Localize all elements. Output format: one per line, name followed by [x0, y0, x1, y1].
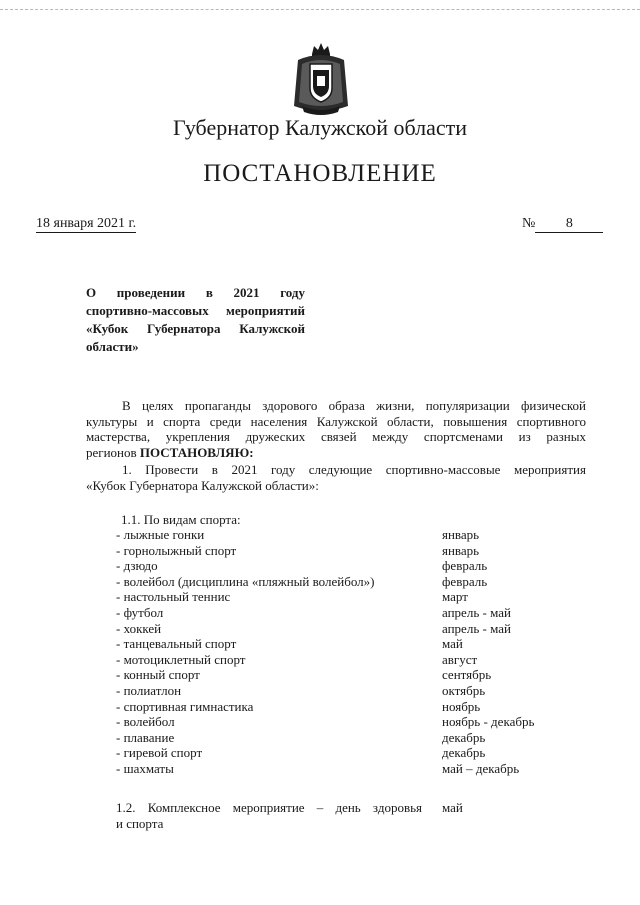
complex-event — [116, 800, 576, 832]
sports-list — [116, 527, 576, 777]
complex-event-name-cont: и спорта — [116, 816, 164, 831]
sport-name: - шахматы — [116, 760, 174, 776]
complex-event-name: 1.2. Комплексное мероприятие – день здоровья — [116, 800, 422, 815]
coat-of-arms-icon — [290, 40, 352, 118]
sport-name: - плавание — [116, 729, 175, 745]
sport-name: - настольный теннис — [116, 589, 231, 605]
sport-period: октябрь — [442, 682, 486, 698]
sport-row — [116, 730, 576, 746]
sport-name: - футбол — [116, 604, 164, 620]
sport-period: ноябрь - декабрь — [442, 714, 535, 730]
paragraph-line: «Кубок Губернатора Калужской области»: — [86, 477, 319, 493]
sport-name: - хоккей — [116, 620, 162, 636]
sport-period: май – декабрь — [442, 760, 520, 776]
sport-row — [116, 589, 576, 605]
sport-period: апрель - май — [442, 604, 511, 620]
sport-period: ноябрь — [442, 698, 481, 714]
sport-name: - конный спорт — [116, 667, 200, 683]
sport-row — [116, 652, 576, 668]
subject-line: О проведении в 2021 году — [86, 285, 305, 300]
paragraph-line — [86, 445, 586, 461]
number-label: № — [522, 216, 536, 231]
item-1-paragraph — [86, 462, 586, 493]
sport-name: - лыжные гонки — [116, 527, 205, 542]
sport-name: - дзюдо — [116, 558, 158, 574]
subject-line: «Кубок Губернатора Калужской — [86, 321, 305, 336]
sport-name: - волейбол (дисциплина «пляжный волейбол») — [116, 573, 375, 589]
document-type: ПОСТАНОВЛЕНИЕ — [203, 160, 437, 187]
sport-period: апрель - май — [442, 620, 511, 636]
sport-row — [116, 667, 576, 683]
sport-period: январь — [442, 542, 480, 558]
document-date — [36, 216, 136, 233]
sport-row — [116, 745, 576, 761]
sport-period: март — [442, 589, 468, 605]
sport-name: - танцевальный спорт — [116, 636, 237, 652]
sport-row — [116, 761, 576, 777]
resolve-keyword: ПОСТАНОВЛЯЮ: — [139, 444, 254, 460]
sport-row — [116, 683, 576, 699]
paragraph-line: культуры и спорта среди населения Калужской области, повышения спортивного — [86, 413, 586, 429]
sports-heading: 1.1. По видам спорта: — [121, 512, 241, 527]
scan-artifact-line — [0, 9, 640, 10]
sport-period: февраль — [442, 573, 488, 589]
sport-name: - полиатлон — [116, 682, 182, 698]
sport-row — [116, 527, 576, 543]
sport-row — [116, 636, 576, 652]
preamble-paragraph — [86, 398, 586, 460]
sport-period: декабрь — [442, 729, 486, 745]
paragraph-line: мастерства, укрепления дружеских связей между спортсменами из разных — [86, 429, 586, 445]
sport-name: - спортивная гимнастика — [116, 698, 254, 714]
sport-name: - гиревой спорт — [116, 745, 203, 761]
complex-event-period: май — [442, 800, 463, 815]
sport-row — [116, 605, 576, 621]
sport-period: август — [442, 651, 478, 667]
number-value: 8 — [535, 216, 603, 233]
document-number — [522, 216, 603, 233]
sport-row — [116, 574, 576, 590]
date-value: 18 января 2021 г. — [36, 216, 137, 231]
sport-period: май — [442, 636, 463, 652]
sport-period: декабрь — [442, 745, 486, 761]
sport-period: январь — [442, 527, 480, 542]
sport-period: сентябрь — [442, 667, 492, 683]
sport-row — [116, 714, 576, 730]
sport-row — [116, 543, 576, 559]
subject-line: области» — [86, 339, 139, 354]
subject-line: спортивно-массовых мероприятий — [86, 303, 305, 318]
document-subject — [86, 284, 305, 356]
sport-name: - волейбол — [116, 714, 175, 730]
sport-name: - горнолыжный спорт — [116, 542, 237, 558]
sport-period: февраль — [442, 558, 488, 574]
paragraph-text: регионов — [86, 444, 140, 460]
sport-row — [116, 621, 576, 637]
paragraph-line: В целях пропаганды здорового образа жизни, популяризации физической — [122, 398, 586, 413]
sport-row — [116, 699, 576, 715]
governor-title: Губернатор Калужской области — [172, 115, 468, 140]
sport-name: - мотоциклетный спорт — [116, 651, 246, 667]
sport-row — [116, 558, 576, 574]
paragraph-line: 1. Провести в 2021 году следующие спортивно-массовые мероприятия — [122, 462, 586, 477]
